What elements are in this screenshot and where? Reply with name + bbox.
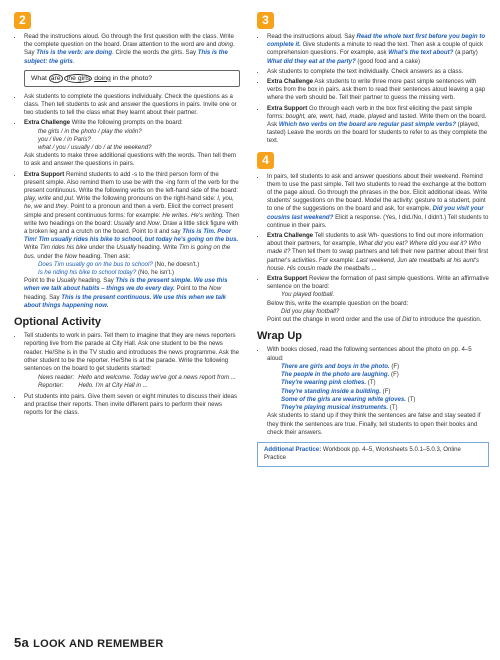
statement-item: They're standing inside a building. (F) (281, 387, 391, 395)
page-footer (14, 635, 164, 650)
step-3-check: • Ask students to complete the text individually. Check answers as a class. (266, 68, 489, 76)
dialogue-row: News reader: Hello and welcome. Today we've got a news report from ... (38, 374, 236, 382)
circled-verb: are (50, 74, 61, 82)
step-4-instruction: • In pairs, tell students to ask and answer questions about their weekend. Remind them to use the past simple. Tell two students to read the exchange at the bottom of the page aloud. Go through the phrases in the box. Elicit additional ideas. Write students' suggestions on the board. Model the activity: gesture to a student, point to one of the suggestions on the board and ask, for example, Did you visit your cousins last weekend? Elicit a response. (Yes, I did./No, I didn't.) Tell students to continue in their pairs. (266, 173, 489, 230)
statement-item: There are girls and boys in the photo. (F) (281, 362, 400, 370)
step-2-badge: 2 (14, 12, 31, 29)
step-4-extra-challenge: • Extra Challenge Tell students to ask Wh- questions to find out more information about their partners, for example, What did you eat? Where did you eat it? Who made it? Then tell them to swap partners and tell their new partner about their first partner's activities. For example: Last weekend, Jun ate meatballs at his aunt's house. His cousin made the meatballs ... (266, 232, 489, 273)
wrap-up-intro: • With books closed, read the following sentences about the photo on pp. 4–5 aloud: There are girls and boys in the photo. (F) The people in the photo are laughing. (F) They're wearing pink clothes. (T) They're standing inside a building. (F) Some of the girls are wearing white gloves. (T) They're playing musical instruments. (T) Ask students to stand up if they think the sentences are false and stay seated if they think the sentences are true. Finally, tell students to open their books and check their answers. (266, 346, 489, 437)
section-title: LOOK AND REMEMBER (33, 638, 164, 650)
underlined-verb: doing (94, 74, 111, 82)
step-2-pairs: • Ask students to complete the questions individually. Check the questions as a class. Then tell students to ask and answer the questions in pairs. Invite one or two students to tell the class what they learnt about their partner. (23, 93, 240, 118)
statement-item: The people in the photo are laughing. (F) (281, 371, 399, 378)
statement-item: Some of the girls are wearing white gloves. (T) (281, 395, 416, 403)
step-2-extra-support: • Extra Support Remind students to add -s to the third person form of the present simple. Also remind them to use be with the -ing form of the verb for the present continuous. Write the following verbs on the left-hand side of the board: play, write and put. Write the following pronouns on the right-hand side: I, you, he, we and they. Point to a pronoun and then a verb. Elicit the correct present simple and present continuous forms: for example: He writes. He's writing. Then write two headings on the board: Usually and Now. Draw a little stick figure with a broken leg and a crutch on the board. Point to it and say This is Tim. Poor Tim! Tim usually rides his bike to school, but today he's going on the bus. Write Tim rides his bike under the Usually heading. Write Tim is going on the bus. under the Now heading. Then ask: Does Tim usually go on the bus to school? (No, he doesn't.) Is he riding his bike to school today? (No, he isn't.) Point to the Usually heading. Say This is the present simple. We use this when we talk about habits – things we do every day. Point to the Now heading. Say This is the present continuous. We use this when we talk about things happening now. (23, 171, 240, 310)
page-number: 5a (14, 635, 30, 650)
dialogue-row: Reporter: Hello. I'm at City Hall in ... (38, 382, 148, 390)
wrap-up-list (257, 346, 489, 437)
step-2-list (14, 33, 240, 310)
additional-practice-box: Additional Practice: Workbook pp. 4–5, Worksheets 5.0.1–5.0.3, Online Practice (257, 442, 489, 466)
statement-item: They're wearing pink clothes. (T) (281, 379, 376, 387)
step-4-extra-support: • Extra Support Review the formation of past simple questions. Write an affirmative sentence on the board: You played football. Below this, write the example question on the board: Did you play football? Point out the change in word order and the use of Did to introduce the question. (266, 275, 489, 324)
step-3-badge: 3 (257, 12, 274, 29)
circled-subject: the girls (66, 74, 91, 82)
statement-item: They're playing musical instruments. (T) (281, 404, 398, 412)
step-3-list (257, 33, 489, 146)
true-false-statements (267, 363, 489, 413)
optional-activity-pairs: • Put students into pairs. Give them seven or eight minutes to discuss their ideas and practise their reports. Then invite different pairs to perform their news reports for the class. (23, 393, 240, 418)
step-4-list (257, 173, 489, 325)
step-3-extra-support: • Extra Support Go through each verb in the box first eliciting the past simple forms: bought, ate, went, had, made, played and tasted. Write them on the board. Ask Which two verbs on the board are regular past simple verbs? (played, tasted) Leave the words on the board for students to refer to as they complete the text. (266, 105, 489, 146)
step-4-badge: 4 (257, 152, 274, 169)
right-column (257, 12, 489, 467)
left-column (14, 12, 240, 419)
step-3-extra-challenge: • Extra Challenge Ask students to write three more past simple sentences with verbs from the box in pairs. ask them to read their sentences aloud leaving a gap where the verb should be. Tell their partner to guess the missing verb. (266, 78, 489, 103)
step-2-instruction: • Read the instructions aloud. Go through the first question with the class. Write the complete question on the board. Draw attention to the word are and doing. Say This is the verb: are doing. Circle the words the girls. Say This is the subject: the girls. What are the girls doing in the photo? (23, 33, 240, 87)
step-2-extra-challenge: • Extra Challenge Write the following prompts on the board: the girls / in the photo / play the violin? you / live / in Paris? what / you / usually / do / at the weekend? Ask students to make three additional questions with the words. Then tell them to ask and answer the questions in pairs. (23, 119, 240, 168)
optional-activity-list (14, 332, 240, 417)
example-question-box: What are the girls doing in the photo? (24, 70, 240, 87)
step-3-instruction: • Read the instructions aloud. Say Read the whole text first before you begin to complete it. Give students a minute to read the text. Then ask a couple of quick comprehension questions. For example, ask What's the text about? (a party) What did they eat at the party? (good food and a cake) (266, 33, 489, 66)
optional-activity-heading: Optional Activity (14, 316, 101, 329)
news-dialogue (38, 374, 240, 390)
optional-activity-intro: • Tell students to work in pairs. Tell them to imagine that they are news reporters reporting live from the parade at City Hall. Ask one student to be the news reader. He/She is in the TV studio and introduces the news programme. Ask the other student to be the reporter. He/She is at the parade. Write the following sentences on the board to get students started: News reader: Hello and welcome. Today we've got a news report from ... Reporter: Hello. I'm at City Hall in ... (23, 332, 240, 390)
wrap-up-heading: Wrap Up (257, 330, 303, 343)
